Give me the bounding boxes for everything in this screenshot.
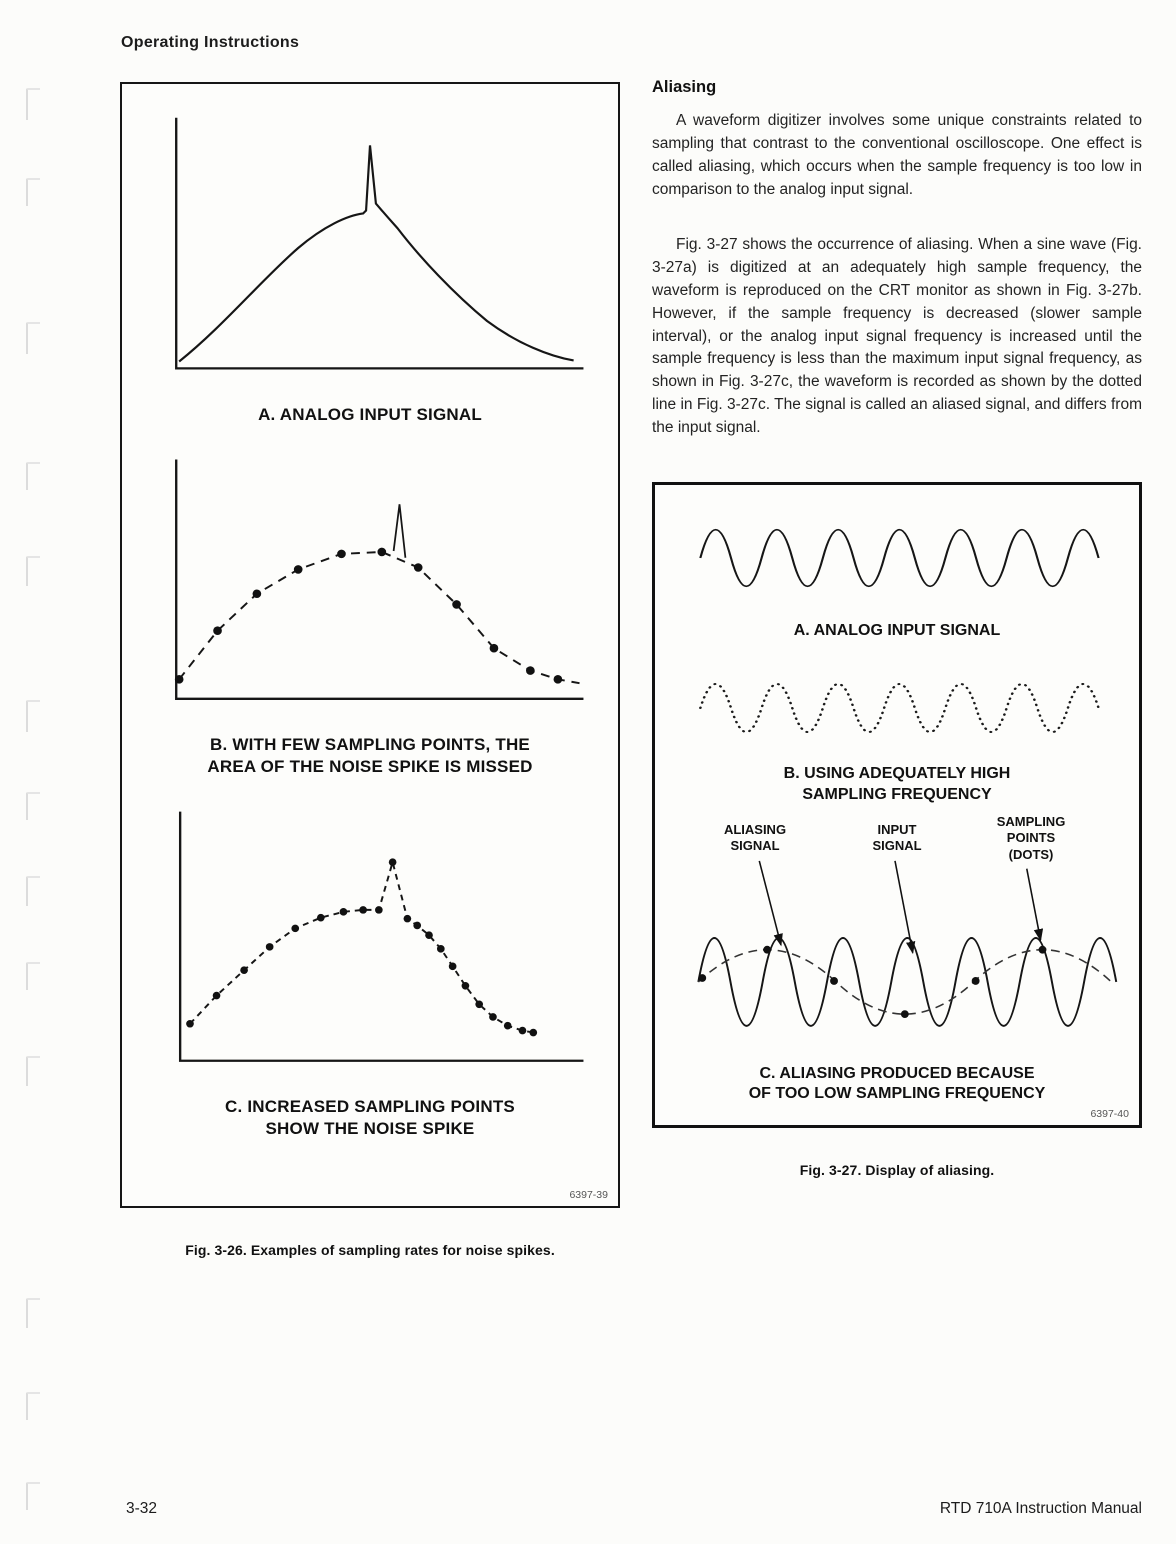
binding-mark [26,1056,40,1086]
right-column [652,78,1142,1178]
annotation-arrows [759,860,1040,952]
fig27-caption: Fig. 3-27. Display of aliasing. [799,1162,995,1179]
aliasing-annotation-line2: SIGNAL [730,838,780,854]
fig27-drawing-number: 6397-40 [1090,1108,1129,1121]
fig26-label-a: A. ANALOG INPUT SIGNAL [258,405,482,424]
binding-mark [26,792,40,820]
page-number: 3-32 [126,1500,158,1517]
sine-wave-solid [700,530,1098,587]
page-header: Operating Instructions [121,34,300,51]
sampling-arrow [1027,868,1041,939]
binding-mark [26,700,40,732]
fig27-label-b-line1: B. USING ADEQUATELY HIGH [783,764,1011,782]
sampling-points-annotation [977,814,1085,865]
binding-mark [26,178,40,206]
plot-b-axes [176,460,583,699]
fig27-plot-b [661,656,1133,760]
aliasing-signal-annotation [707,822,803,856]
fig27-label-c-line1: C. ALIASING PRODUCED BECAUSE [759,1064,1035,1082]
sampling-annotation-line2: POINTS [1006,830,1056,846]
sampled-curve-dashed [179,552,579,683]
aliasing-heading: Aliasing [652,78,717,96]
plot-c-axes [180,812,583,1061]
fig26-plot-b [129,444,611,726]
sine-wave-dotted [700,684,1098,732]
fig27-plot-c-area [659,813,1135,1060]
fig26-label-c-line1: C. INCREASED SAMPLING POINTS [225,1097,515,1117]
aliasing-paragraph-1: A waveform digitizer involves some unique constraints related to sampling that contrast to the conventional oscilloscope. One effect is called aliasing, which occurs when the sample frequency is too low in comparison to the analog input signal. [652,112,1142,198]
missed-noise-spike [394,504,406,557]
input-annotation-line2: SIGNAL [872,838,922,854]
binding-mark [26,1392,40,1420]
left-column [120,82,620,1258]
analog-signal-curve [179,145,573,361]
binding-mark [26,322,40,354]
fig27-label-c-line2: OF TOO LOW SAMPLING FREQUENCY [748,1085,1046,1103]
input-signal-annotation [855,822,939,856]
binding-mark [26,1482,40,1510]
aliasing-paragraph-2: Fig. 3-27 shows the occurrence of aliasing. When a sine wave (Fig. 3-27a) is digitized at an adequately high sample frequency, the waveform is reproduced on the CRT monitor as shown in Fig. 3-27b. However, if the sample frequency is decreased (slower sample interval), or the analog input signal frequency is increased until the sample frequency is less than the maximum input signal frequency, as shown in Fig. 3-27c, the waveform is recorded as shown by the dotted line in Fig. 3-27c. The signal is called an aliased signal, and differs from the input signal. [652,235,1142,437]
fig26-plot-a [129,100,611,396]
fig27-label-b-line2: SAMPLING FREQUENCY [802,785,992,803]
binding-mark [26,88,40,120]
fig26-plot-c [129,796,611,1088]
figure-3-26-box [120,82,620,1208]
plot-a-axes [176,118,583,369]
sampling-annotation-line1: SAMPLING [996,813,1066,829]
binding-mark [26,462,40,490]
aliasing-arrow [759,860,781,944]
fig26-label-b-line1: B. WITH FEW SAMPLING POINTS, THE [210,735,530,755]
fig26-label-b-line2: AREA OF THE NOISE SPIKE IS MISSED [207,757,533,777]
figure-3-27-box [652,482,1142,1128]
fig26-label-c-line2: SHOW THE NOISE SPIKE [265,1119,475,1139]
sampling-annotation-line3: (DOTS) [1008,847,1054,863]
binding-mark [26,962,40,990]
fig26-drawing-number: 6397-39 [569,1189,608,1201]
binding-mark [26,876,40,906]
aliasing-annotation-line1: ALIASING [723,821,787,837]
aliased-signal-wave-dashed [698,949,1111,1013]
fig27-label-a: A. ANALOG INPUT SIGNAL [793,622,1001,640]
manual-title: RTD 710A Instruction Manual [939,1500,1142,1517]
input-annotation-line1: INPUT [877,821,917,837]
fig26-caption: Fig. 3-26. Examples of sampling rates for noise spikes. [185,1242,555,1258]
binding-mark [26,1298,40,1328]
binding-mark [26,556,40,586]
fig27-plot-a [661,499,1133,617]
